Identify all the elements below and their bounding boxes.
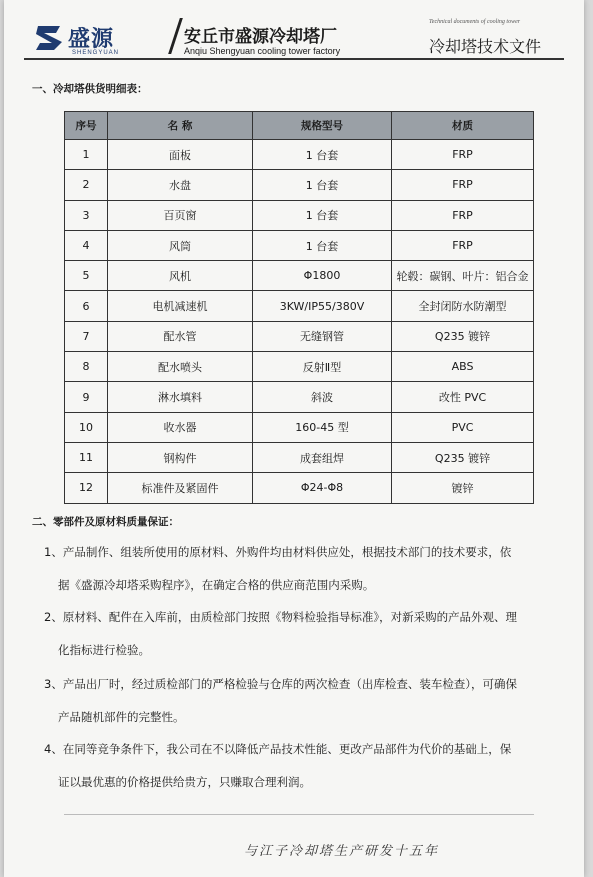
cell-spec: 1 台套 [253,200,392,230]
paragraph-line: 产品随机部件的完整性。 [58,710,185,724]
cell-material: Q235 镀锌 [392,321,534,351]
table-row [65,170,534,200]
cell-index: 8 [65,352,108,382]
paragraph-line: 证以最优惠的价格提供给贵方，只赚取合理利润。 [58,775,311,789]
cell-name: 电机减速机 [108,291,253,321]
quality-paragraph-3 [44,668,554,734]
table-row [65,230,534,260]
cell-index: 10 [65,412,108,442]
table-row [65,140,534,170]
cell-spec: 3KW/IP55/380V [253,291,392,321]
cell-material: FRP [392,200,534,230]
cell-material: FRP [392,170,534,200]
paragraph-line: 化指标进行检验。 [58,643,150,657]
cell-name: 百页窗 [108,200,253,230]
header-rule [24,58,564,60]
cell-index: 4 [65,230,108,260]
section-title-supply: 一、冷却塔供货明细表： [32,83,148,95]
cell-index: 7 [65,321,108,351]
cell-name: 收水器 [108,412,253,442]
company-name: 安丘市盛源冷却塔厂 [184,27,337,47]
cell-spec: 斜波 [253,382,392,412]
document-type-en: Technical documents of cooling tower [429,19,521,25]
cell-index: 6 [65,291,108,321]
company-name-en: Anqiu Shengyuan cooling tower factory [184,46,341,56]
quality-paragraph-1 [44,536,554,602]
table-row [65,442,534,472]
letterhead [24,10,564,60]
document-page [4,0,584,877]
paragraph-line: 2、原材料、配件在入库前，由质检部门按照《物料检验指导标准》，对新采购的产品外观、理 [44,610,518,624]
cell-material: 改性 PVC [392,382,534,412]
paragraph-line: 4、在同等竞争条件下，我公司在不以降低产品技术性能、更改产品部件为代价的基础上，保 [44,742,512,756]
brand-name-en: SHENGYUAN [72,50,120,56]
cell-spec: 160-45 型 [253,412,392,442]
table-header-row [65,112,534,140]
cell-index: 3 [65,200,108,230]
cell-material: FRP [392,230,534,260]
cell-spec: 1 台套 [253,170,392,200]
cell-index: 12 [65,473,108,503]
table-row [65,321,534,351]
cell-material: ABS [392,352,534,382]
document-type: 冷却塔技术文件 [429,37,542,56]
cell-material: 全封闭防水防潮型 [392,291,534,321]
table-row [65,352,534,382]
table-row [65,382,534,412]
column-header: 序号 [65,112,108,140]
column-header: 规格型号 [253,112,392,140]
quality-paragraph-4 [44,733,554,799]
table-row [65,291,534,321]
cell-name: 面板 [108,140,253,170]
cell-name: 水盘 [108,170,253,200]
column-header: 名 称 [108,112,253,140]
cell-name: 配水喷头 [108,352,253,382]
cell-material: PVC [392,412,534,442]
paragraph-line: 1、产品制作、组装所使用的原材料、外购件均由材料供应处，根据技术部门的技术要求，依 [44,545,512,559]
table-row [65,412,534,442]
supply-table [64,111,534,504]
paragraph-line: 据《盛源冷却塔采购程序》，在确定合格的供应商范围内采购。 [58,578,375,592]
column-header: 材质 [392,112,534,140]
footer-rule [64,814,534,815]
handwritten-signature: 与江子冷却塔生产研发十五年 [244,844,440,859]
cell-index: 9 [65,382,108,412]
cell-index: 2 [65,170,108,200]
cell-index: 1 [65,140,108,170]
brand-name: 盛源 [68,27,115,52]
logo-s-icon [34,20,66,54]
quality-paragraph-2 [44,601,554,667]
cell-name: 风筒 [108,230,253,260]
cell-name: 标准件及紧固件 [108,473,253,503]
cell-spec: 1 台套 [253,230,392,260]
cell-material: FRP [392,140,534,170]
cell-spec: 1 台套 [253,140,392,170]
table-row [65,200,534,230]
cell-name: 风机 [108,261,253,291]
cell-index: 11 [65,442,108,472]
cell-material: Q235 镀锌 [392,442,534,472]
section-title-quality: 二、零部件及原材料质量保证： [32,516,179,528]
cell-index: 5 [65,261,108,291]
cell-name: 淋水填料 [108,382,253,412]
cell-spec: 反射Ⅱ型 [253,352,392,382]
cell-name: 钢构件 [108,442,253,472]
company-logo [34,20,174,54]
cell-spec: Φ1800 [253,261,392,291]
table-row [65,261,534,291]
cell-spec: 成套组焊 [253,442,392,472]
table-row [65,473,534,503]
cell-material: 镀锌 [392,473,534,503]
cell-spec: Φ24-Φ8 [253,473,392,503]
paragraph-line: 3、产品出厂时，经过质检部门的严格检验与仓库的两次检查（出库检查、装车检查），可确保 [44,677,518,691]
cell-name: 配水管 [108,321,253,351]
cell-material: 轮毂：碳钢、叶片：铝合金 [392,261,534,291]
cell-spec: 无缝钢管 [253,321,392,351]
